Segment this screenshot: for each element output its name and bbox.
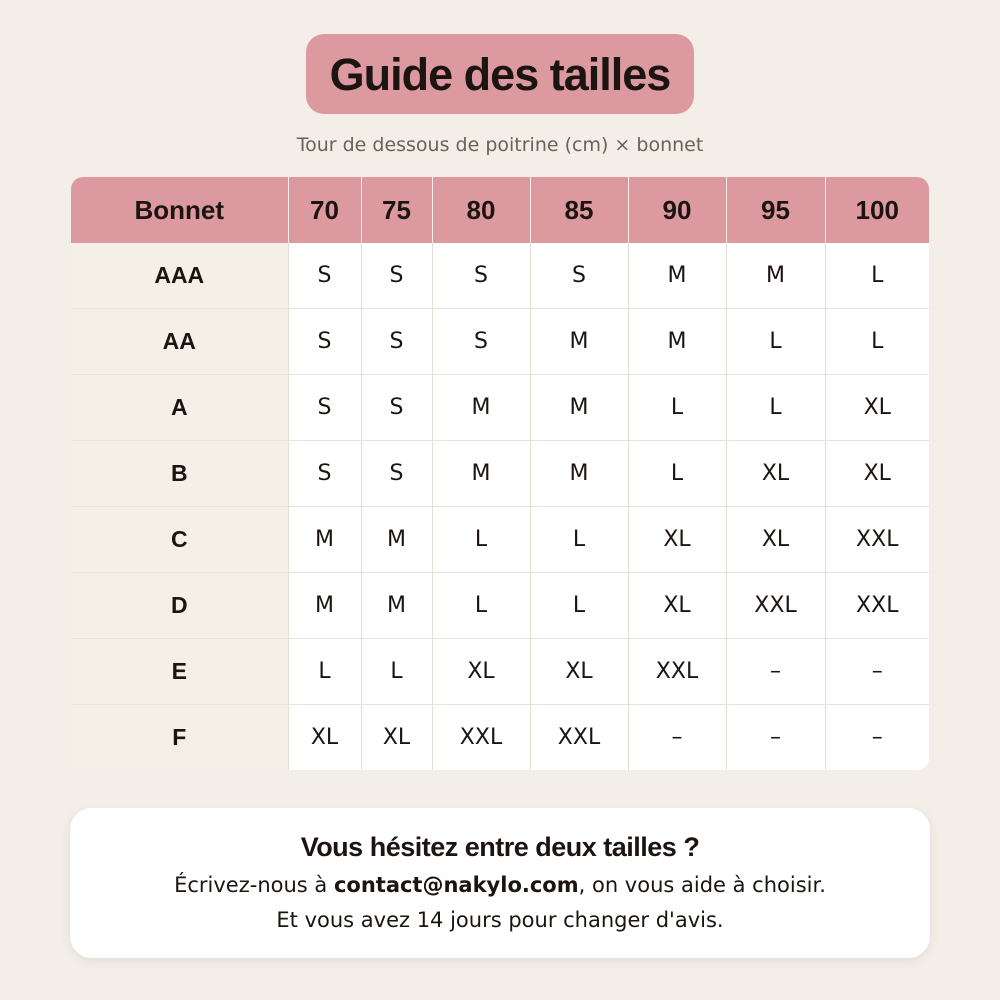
size-cell: –: [825, 705, 929, 771]
size-cell: M: [432, 375, 530, 441]
size-cell: XL: [530, 639, 628, 705]
row-label-cell: AAA: [71, 243, 288, 309]
size-cell: S: [530, 243, 628, 309]
row-label-cell: A: [71, 375, 288, 441]
size-cell: S: [432, 309, 530, 375]
size-cell: M: [628, 243, 726, 309]
help-card: [70, 808, 930, 958]
page-title: Guide des tailles: [329, 48, 671, 100]
table-row: [71, 573, 929, 639]
size-cell: XL: [726, 507, 825, 573]
help-contact-prefix: Écrivez-nous à: [174, 873, 334, 897]
size-cell: –: [726, 705, 825, 771]
size-cell: M: [726, 243, 825, 309]
header-cell-95: 95: [726, 177, 825, 243]
size-cell: XL: [825, 441, 929, 507]
size-cell: S: [288, 375, 361, 441]
help-contact-line: [70, 870, 930, 900]
help-heading: Vous hésitez entre deux tailles ?: [300, 832, 700, 862]
size-cell: L: [530, 507, 628, 573]
table-row: [71, 507, 929, 573]
size-cell: S: [361, 243, 432, 309]
header-cell-90: 90: [628, 177, 726, 243]
row-label-cell: C: [71, 507, 288, 573]
size-cell: M: [530, 375, 628, 441]
size-cell: XXL: [432, 705, 530, 771]
table-row: [71, 375, 929, 441]
size-cell: S: [361, 375, 432, 441]
size-cell: L: [361, 639, 432, 705]
size-cell: XXL: [530, 705, 628, 771]
size-cell: L: [726, 309, 825, 375]
size-cell: L: [726, 375, 825, 441]
header-cell-bonnet: Bonnet: [71, 177, 288, 243]
size-cell: XL: [628, 507, 726, 573]
table-header-row: [71, 177, 929, 243]
size-cell: L: [825, 243, 929, 309]
header-cell-75: 75: [361, 177, 432, 243]
size-cell: –: [628, 705, 726, 771]
row-label-cell: E: [71, 639, 288, 705]
size-cell: XXL: [726, 573, 825, 639]
size-cell: XL: [432, 639, 530, 705]
size-table: [71, 177, 929, 770]
size-cell: L: [432, 507, 530, 573]
size-cell: XXL: [825, 507, 929, 573]
size-cell: M: [530, 309, 628, 375]
size-cell: S: [432, 243, 530, 309]
size-cell: S: [288, 243, 361, 309]
size-cell: M: [628, 309, 726, 375]
help-return-policy-line: Et vous avez 14 jours pour changer d'avis.: [276, 908, 724, 932]
size-cell: M: [361, 507, 432, 573]
row-label-cell: F: [71, 705, 288, 771]
size-cell: S: [288, 441, 361, 507]
size-cell: S: [361, 309, 432, 375]
size-cell: M: [288, 573, 361, 639]
row-label-cell: D: [71, 573, 288, 639]
table-row: [71, 705, 929, 771]
header-cell-70: 70: [288, 177, 361, 243]
size-cell: L: [628, 441, 726, 507]
page-subtitle: Tour de dessous de poitrine (cm) × bonnet: [296, 134, 704, 156]
size-cell: L: [825, 309, 929, 375]
contact-email-link[interactable]: contact@nakylo.com: [333, 873, 579, 897]
header-cell-80: 80: [432, 177, 530, 243]
size-cell: L: [432, 573, 530, 639]
size-cell: M: [288, 507, 361, 573]
table-row: [71, 309, 929, 375]
size-cell: XL: [825, 375, 929, 441]
size-cell: XXL: [628, 639, 726, 705]
table-row: [71, 639, 929, 705]
size-cell: –: [825, 639, 929, 705]
size-cell: M: [361, 573, 432, 639]
size-cell: M: [530, 441, 628, 507]
row-label-cell: AA: [71, 309, 288, 375]
table-row: [71, 243, 929, 309]
size-cell: L: [628, 375, 726, 441]
size-cell: S: [288, 309, 361, 375]
size-cell: M: [432, 441, 530, 507]
size-cell: L: [288, 639, 361, 705]
title-banner: [306, 34, 694, 114]
size-cell: XL: [628, 573, 726, 639]
size-cell: XL: [361, 705, 432, 771]
row-label-cell: B: [71, 441, 288, 507]
size-cell: XL: [726, 441, 825, 507]
table-row: [71, 441, 929, 507]
header-cell-85: 85: [530, 177, 628, 243]
size-cell: –: [726, 639, 825, 705]
size-cell: XL: [288, 705, 361, 771]
header-cell-100: 100: [825, 177, 929, 243]
size-cell: XXL: [825, 573, 929, 639]
help-contact-suffix: , on vous aide à choisir.: [578, 873, 826, 897]
size-cell: S: [361, 441, 432, 507]
size-cell: L: [530, 573, 628, 639]
